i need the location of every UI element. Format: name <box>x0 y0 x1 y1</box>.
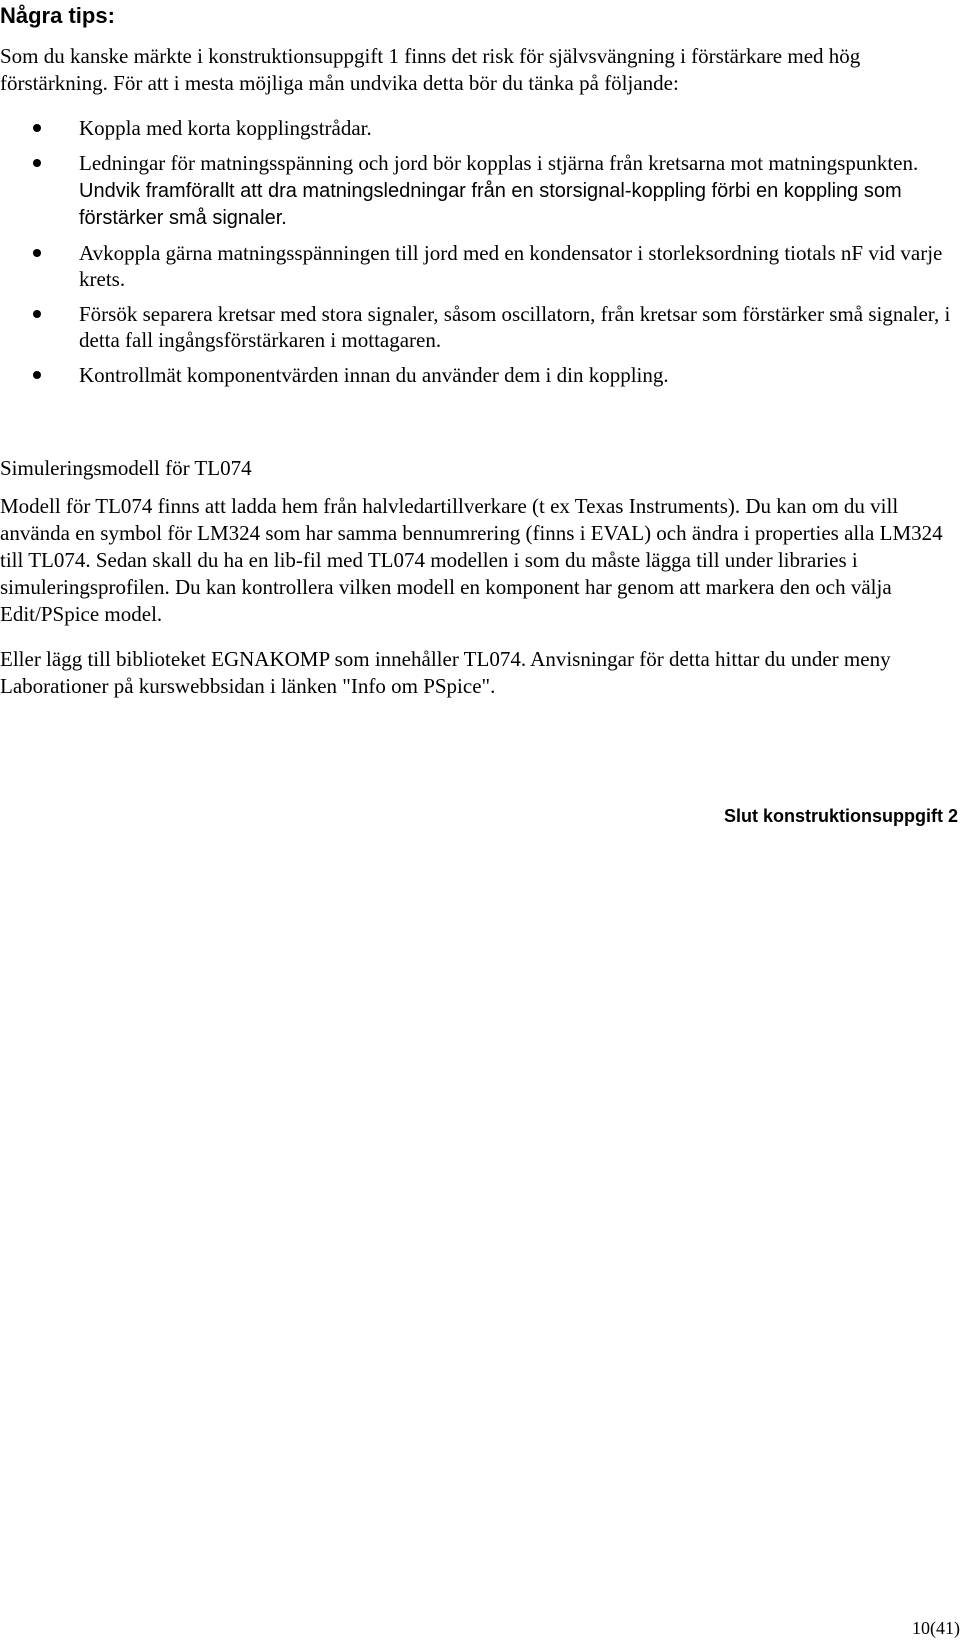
tip-extra-text: Undvik framförallt att dra matningsledningar från en storsignal-koppling förbi en koppling som förstärker små signaler. <box>79 180 902 229</box>
section-title: Simuleringsmodell för TL074 <box>0 456 252 480</box>
tip-text: Ledningar för matningsspänning och jord bör kopplas i stjärna från kretsarna mot matningspunkten. <box>79 151 919 175</box>
intro-paragraph: Som du kanske märkte i konstruktionsuppgift 1 finns det risk för självsvängning i förstärkare med hög förstärkning. För att i mesta möjliga mån undvika detta bör du tänka på följande: <box>0 44 861 95</box>
tips-list <box>0 115 960 397</box>
list-item <box>0 150 960 231</box>
bullet-icon <box>33 310 41 318</box>
list-item <box>0 362 960 388</box>
closing-note: Slut konstruktionsuppgift 2 <box>724 806 958 826</box>
bullet-icon <box>33 159 41 167</box>
bullet-icon <box>33 371 41 379</box>
bullet-icon <box>33 249 41 257</box>
tip-text: Koppla med korta kopplingstrådar. <box>79 116 372 140</box>
body-paragraph-model: Modell för TL074 finns att ladda hem från halvledartillverkare (t ex Texas Instruments). Du kan om du vill använda en symbol för LM324 som har samma bennumrering (finns i EVAL) och ändra i properties alla LM324 till TL074. Sedan skall du ha en lib-fil med TL074 modellen i som du måste lägga till under libraries i simuleringsprofilen. Du kan kontrollera vilken modell en komponent har genom att markera den och välja Edit/PSpice model. <box>0 494 943 626</box>
page-number: 10(41) <box>912 1618 960 1638</box>
bullet-icon <box>33 124 41 132</box>
list-item <box>0 115 960 141</box>
tip-text: Försök separera kretsar med stora signaler, såsom oscillatorn, från kretsar som förstärker små signaler, i detta fall ingångsförstärkaren i mottagaren. <box>79 302 951 352</box>
list-item <box>0 301 960 353</box>
body-paragraph-library: Eller lägg till biblioteket EGNAKOMP som innehåller TL074. Anvisningar för detta hittar du under meny Laborationer på kurswebbsidan i länken "Info om PSpice". <box>0 647 891 698</box>
tips-heading: Några tips: <box>0 3 115 28</box>
list-item <box>0 240 960 292</box>
tip-text: Kontrollmät komponentvärden innan du använder dem i din koppling. <box>79 363 669 387</box>
tip-text: Avkoppla gärna matningsspänningen till jord med en kondensator i storleksordning tiotals nF vid varje krets. <box>79 241 943 291</box>
